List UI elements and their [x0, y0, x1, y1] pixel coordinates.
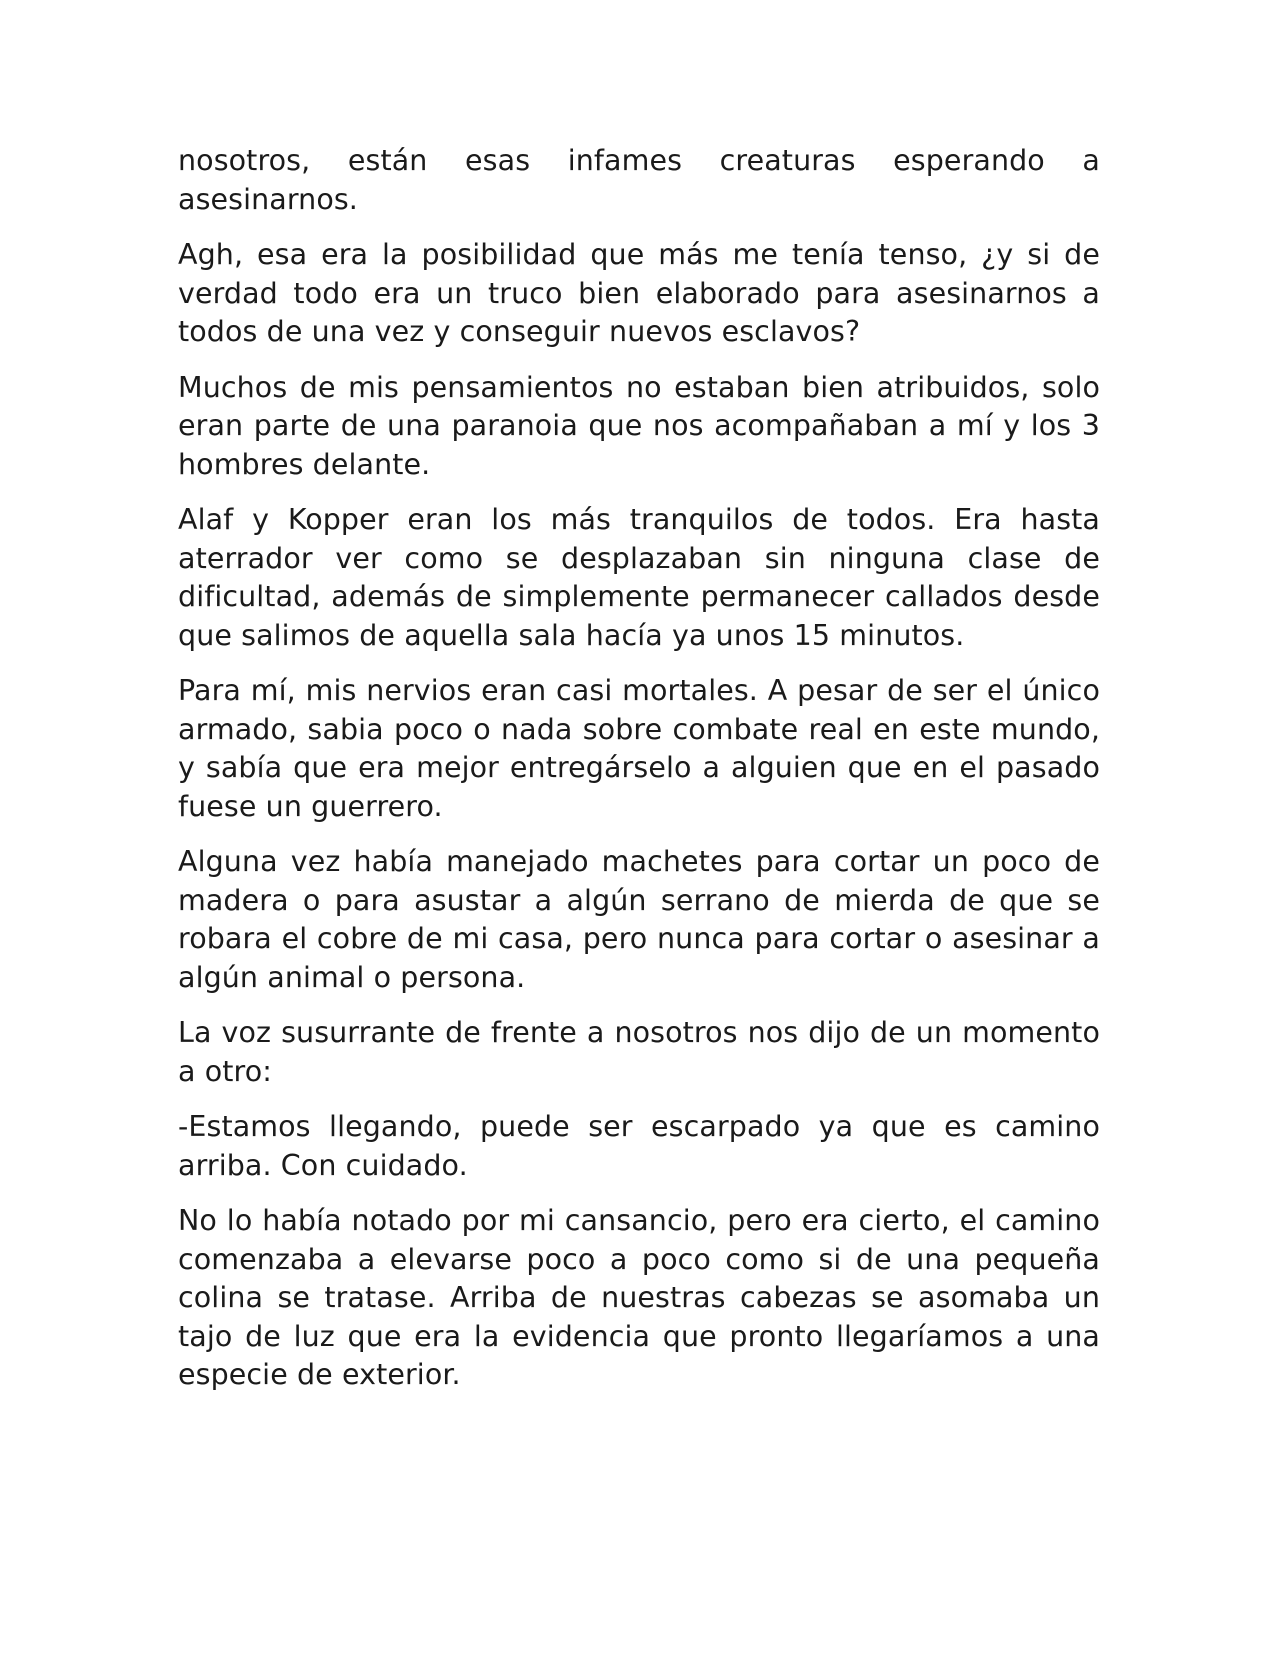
paragraph: Para mí, mis nervios eran casi mortales. A pesar de ser el único armado, sabia poco o nada sobre combate real en este mundo, y sabía que era mejor entregárselo a alguien que en el pasado fuese un guerrero.: [178, 674, 1100, 823]
paragraph: Alaf y Kopper eran los más tranquilos de todos. Era hasta aterrador ver como se desplazaban sin ninguna clase de dificultad, además de simplemente permanecer callados desde que salimos de aquella sala hacía ya unos 15 minutos.: [178, 503, 1100, 652]
dialogue-paragraph: -Estamos llegando, puede ser escarpado ya que es camino arriba. Con cuidado.: [178, 1110, 1100, 1182]
paragraph: nosotros, están esas infames creaturas esperando a asesinarnos.: [178, 144, 1100, 216]
paragraph: Agh, esa era la posibilidad que más me tenía tenso, ¿y si de verdad todo era un truco bien elaborado para asesinarnos a todos de una vez y conseguir nuevos esclavos?: [178, 238, 1100, 348]
paragraph: No lo había notado por mi cansancio, pero era cierto, el camino comenzaba a elevarse poco a poco como si de una pequeña colina se tratase. Arriba de nuestras cabezas se asomaba un tajo de luz que era la evidencia que pronto llegaríamos a una especie de exterior.: [178, 1204, 1100, 1391]
paragraph: Alguna vez había manejado machetes para cortar un poco de madera o para asustar a algún serrano de mierda de que se robara el cobre de mi casa, pero nunca para cortar o asesinar a algún animal o persona.: [178, 845, 1100, 994]
paragraph: La voz susurrante de frente a nosotros nos dijo de un momento a otro:: [178, 1016, 1100, 1088]
document-page: [178, 142, 1100, 1412]
paragraph: Muchos de mis pensamientos no estaban bien atribuidos, solo eran parte de una paranoia que nos acompañaban a mí y los 3 hombres delante.: [178, 370, 1100, 481]
